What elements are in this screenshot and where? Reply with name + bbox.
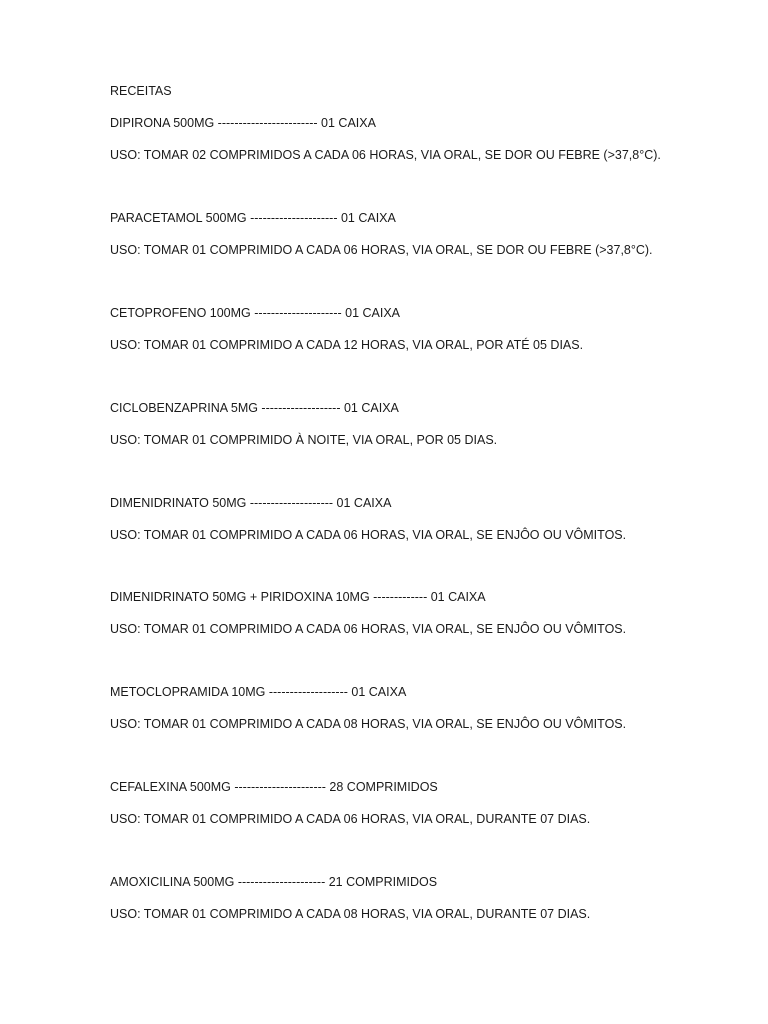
usage-line: USO: TOMAR 01 COMPRIMIDO A CADA 06 HORAS, VIA ORAL, SE ENJÔO OU VÔMITOS. xyxy=(110,528,627,542)
drug-line: AMOXICILINA 500MG --------------------- 21 COMPRIMIDOS xyxy=(110,875,438,889)
usage-line: USO: TOMAR 02 COMPRIMIDOS A CADA 06 HORAS, VIA ORAL, SE DOR OU FEBRE (>37,8°C). xyxy=(110,148,661,162)
drug-line: DIPIRONA 500MG ------------------------ 01 CAIXA xyxy=(110,116,376,130)
usage-line: USO: TOMAR 01 COMPRIMIDO À NOITE, VIA ORAL, POR 05 DIAS. xyxy=(110,433,498,447)
usage-line: USO: TOMAR 01 COMPRIMIDO A CADA 08 HORAS, VIA ORAL, DURANTE 07 DIAS. xyxy=(110,907,591,921)
drug-line: PARACETAMOL 500MG --------------------- 01 CAIXA xyxy=(110,211,396,225)
drug-line: CEFALEXINA 500MG ---------------------- 28 COMPRIMIDOS xyxy=(110,780,438,794)
drug-line: METOCLOPRAMIDA 10MG ------------------- 01 CAIXA xyxy=(110,685,407,699)
page-title: RECEITAS xyxy=(110,84,172,98)
drug-line: CETOPROFENO 100MG --------------------- 01 CAIXA xyxy=(110,306,401,320)
drug-line: CICLOBENZAPRINA 5MG ------------------- 01 CAIXA xyxy=(110,401,399,415)
usage-line: USO: TOMAR 01 COMPRIMIDO A CADA 06 HORAS, VIA ORAL, SE DOR OU FEBRE (>37,8°C). xyxy=(110,243,653,257)
usage-line: USO: TOMAR 01 COMPRIMIDO A CADA 06 HORAS, VIA ORAL, SE ENJÔO OU VÔMITOS. xyxy=(110,622,627,636)
usage-line: USO: TOMAR 01 COMPRIMIDO A CADA 08 HORAS, VIA ORAL, SE ENJÔO OU VÔMITOS. xyxy=(110,717,627,731)
usage-line: USO: TOMAR 01 COMPRIMIDO A CADA 12 HORAS, VIA ORAL, POR ATÉ 05 DIAS. xyxy=(110,338,584,352)
usage-line: USO: TOMAR 01 COMPRIMIDO A CADA 06 HORAS, VIA ORAL, DURANTE 07 DIAS. xyxy=(110,812,591,826)
drug-line: DIMENIDRINATO 50MG -------------------- 01 CAIXA xyxy=(110,496,392,510)
drug-line: DIMENIDRINATO 50MG + PIRIDOXINA 10MG ------------- 01 CAIXA xyxy=(110,590,486,604)
